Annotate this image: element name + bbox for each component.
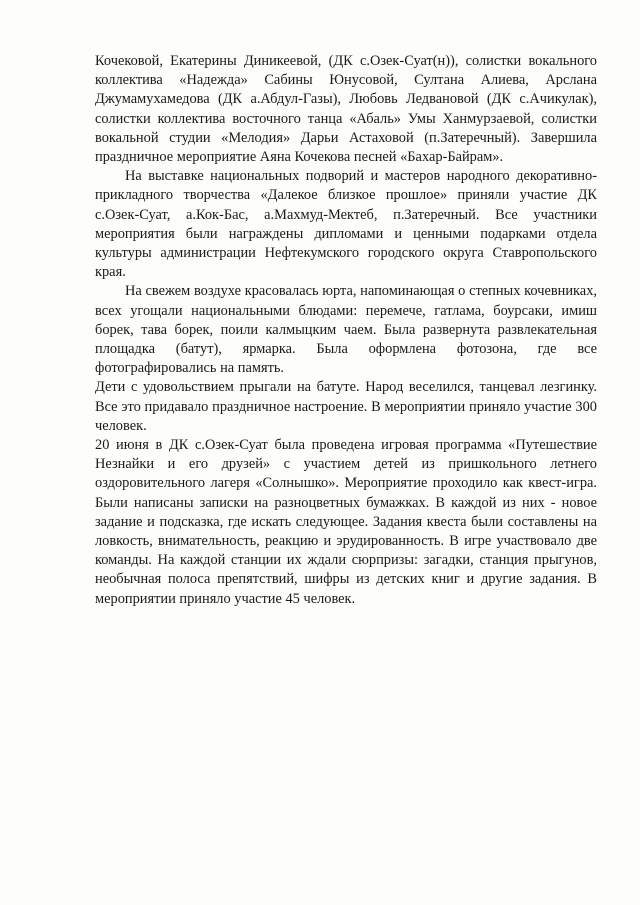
- paragraph-exhibition: На выставке национальных подворий и мастеров народного декоративно-прикладного творчества «Далекое близкое прошлое» приняли участие ДК с.Озек-Суат, а.Кок-Бас, а.Махмуд-Мектеб, п.Затеречный. Все участники мероприятия были награждены дипломами и ценными подарками отдела культуры администрации Нефтекумского городского округа Ставропольского края.: [95, 168, 597, 281]
- paragraph-quest: 20 июня в ДК с.Озек-Суат была проведена игровая программа «Путешествие Незнайки и его друзей» с участием детей из пришкольного летнего оздоровительного лагеря «Солнышко». Мероприятие проходило как квест-игра. Были написаны записки на разноцветных бумажках. В каждой из них - новое задание и подсказка, где искать следующее. Задания квеста были составлены на ловкость, внимательность, реакцию и эрудированность. В игре участвовало две команды. На каждой станции их ждали сюрпризы: загадки, станция прыгунов, необычная полоса препятствий, шифры из детских книг и другие задания. В мероприятии приняло участие 45 человек.: [95, 437, 597, 607]
- document-body: [95, 52, 597, 609]
- paragraph-yurt: На свежем воздухе красовалась юрта, напоминающая о степных кочевниках, всех угощали национальными блюдами: перемече, гатлама, боурсаки, имиш борек, тава борек, поили калмыцким чаем. Была развернута развлекательная площадка (батут), ярмарка. Была оформлена фотозона, где все фотографировались на память.: [95, 283, 597, 377]
- paragraph-performers: Кочековой, Екатерины Диникеевой, (ДК с.Озек-Суат(н)), солистки вокального коллектива «Надежда» Сабины Юнусовой, Султана Алиева, Арслана Джумамухамедова (ДК а.Абдул-Газы), Любовь Ледвановой (ДК с.Ачикулак), солистки коллектива восточного танца «Абаль» Умы Ханмурзаевой, солистки вокальной студии «Мелодия» Дарьи Астаховой (п.Затеречный). Завершила праздничное мероприятие Аяна Кочекова песней «Бахар-Байрам».: [95, 53, 597, 166]
- paragraph-children: Дети с удовольствием прыгали на батуте. Народ веселился, танцевал лезгинку. Все это придавало праздничное настроение. В мероприятии приняло участие 300 человек.: [95, 379, 597, 434]
